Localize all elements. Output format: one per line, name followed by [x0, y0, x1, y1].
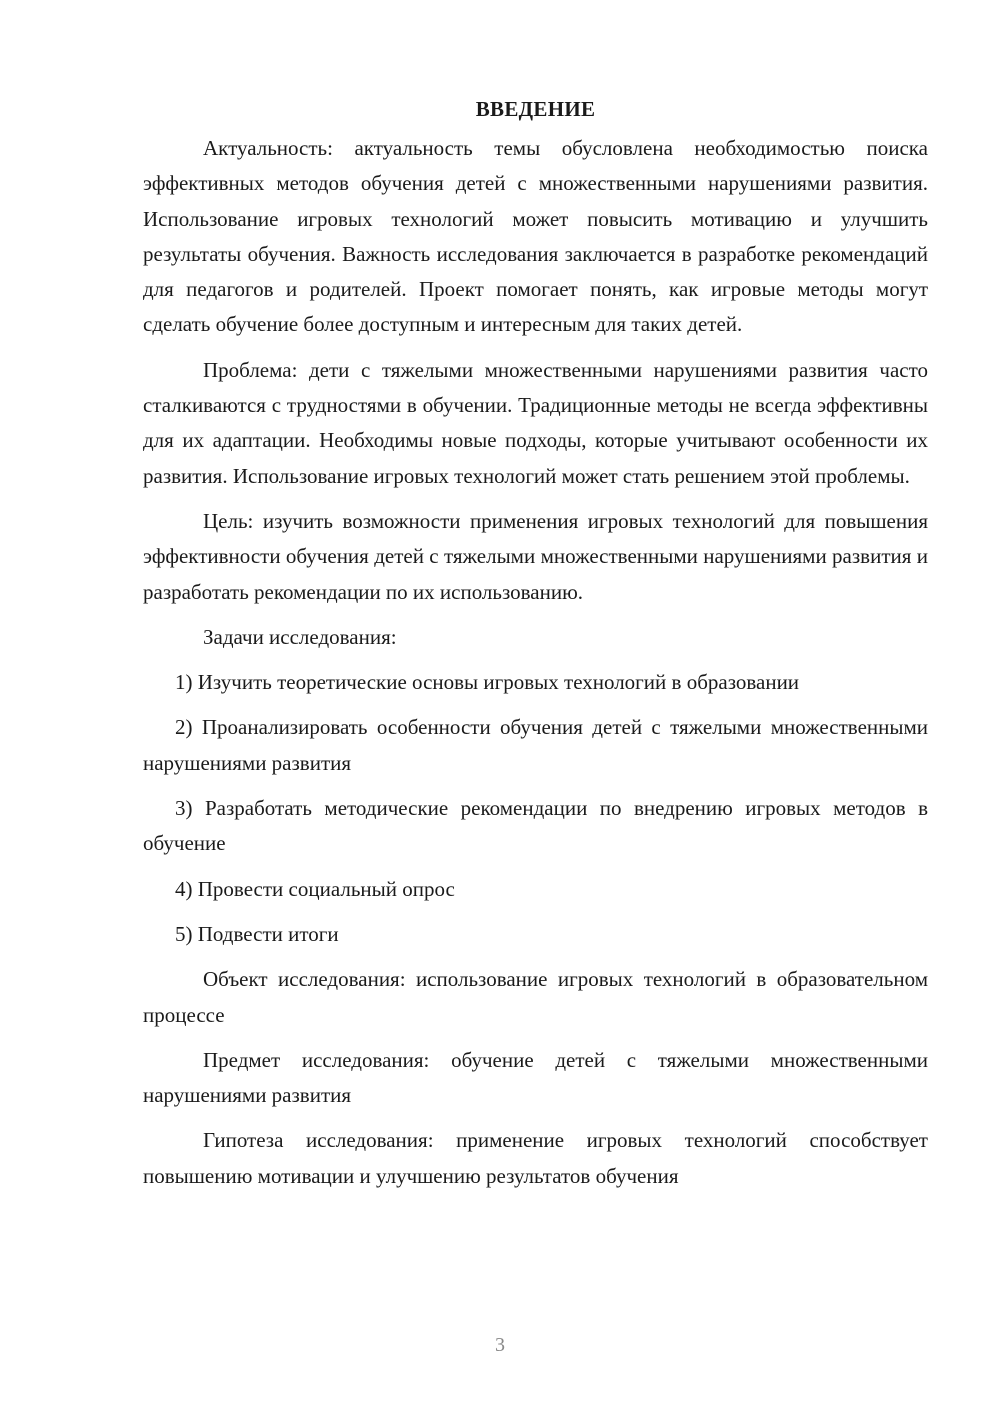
task-item-5: 5) Подвести итоги: [175, 921, 339, 946]
task-item-4: 4) Провести социальный опрос: [175, 876, 455, 901]
document-page: [143, 92, 928, 1204]
subject-paragraph: Предмет исследования: обучение детей с тяжелыми множественными нарушениями развития: [143, 1047, 928, 1108]
task-item-2: 2) Проанализировать особенности обучения детей с тяжелыми множественными нарушениями развития: [143, 715, 928, 775]
problem-paragraph: Проблема: дети с тяжелыми множественными нарушениями развития часто сталкиваются с трудностями в обучении. Традиционные методы не всегда эффективны для их адаптации. Необходимы новые подходы, которые учитывают особенности их развития. Использование игровых технологий может стать решением этой проблемы.: [143, 357, 928, 488]
hypothesis-paragraph: Гипотеза исследования: применение игровых технологий способствует повышению мотивации и улучшению результатов обучения: [143, 1128, 928, 1188]
page-number: 3: [495, 1334, 505, 1356]
object-paragraph: Объект исследования: использование игровых технологий в образовательном процессе: [143, 967, 928, 1027]
task-item-1: 1) Изучить теоретические основы игровых технологий в образовании: [175, 670, 800, 695]
tasks-heading: Задачи исследования:: [203, 624, 397, 649]
goal-paragraph: Цель: изучить возможности применения игровых технологий для повышения эффективности обучения детей с тяжелыми множественными нарушениями развития и разработать рекомендации по их использованию.: [143, 508, 928, 604]
relevance-paragraph: Актуальность: актуальность темы обусловлена необходимостью поиска эффективных методов обучения детей с множественными нарушениями развития. Использование игровых технологий может повысить мотивацию и улучшить результаты обучения. Важность исследования заключается в разработке рекомендаций для педагогов и родителей. Проект помогает понять, как игровые методы могут сделать обучение более доступным и интересным для таких детей.: [143, 136, 928, 337]
task-item-3: 3) Разработать методические рекомендации по внедрению игровых методов в обучение: [143, 796, 928, 856]
section-title: ВВЕДЕНИЕ: [475, 97, 596, 121]
